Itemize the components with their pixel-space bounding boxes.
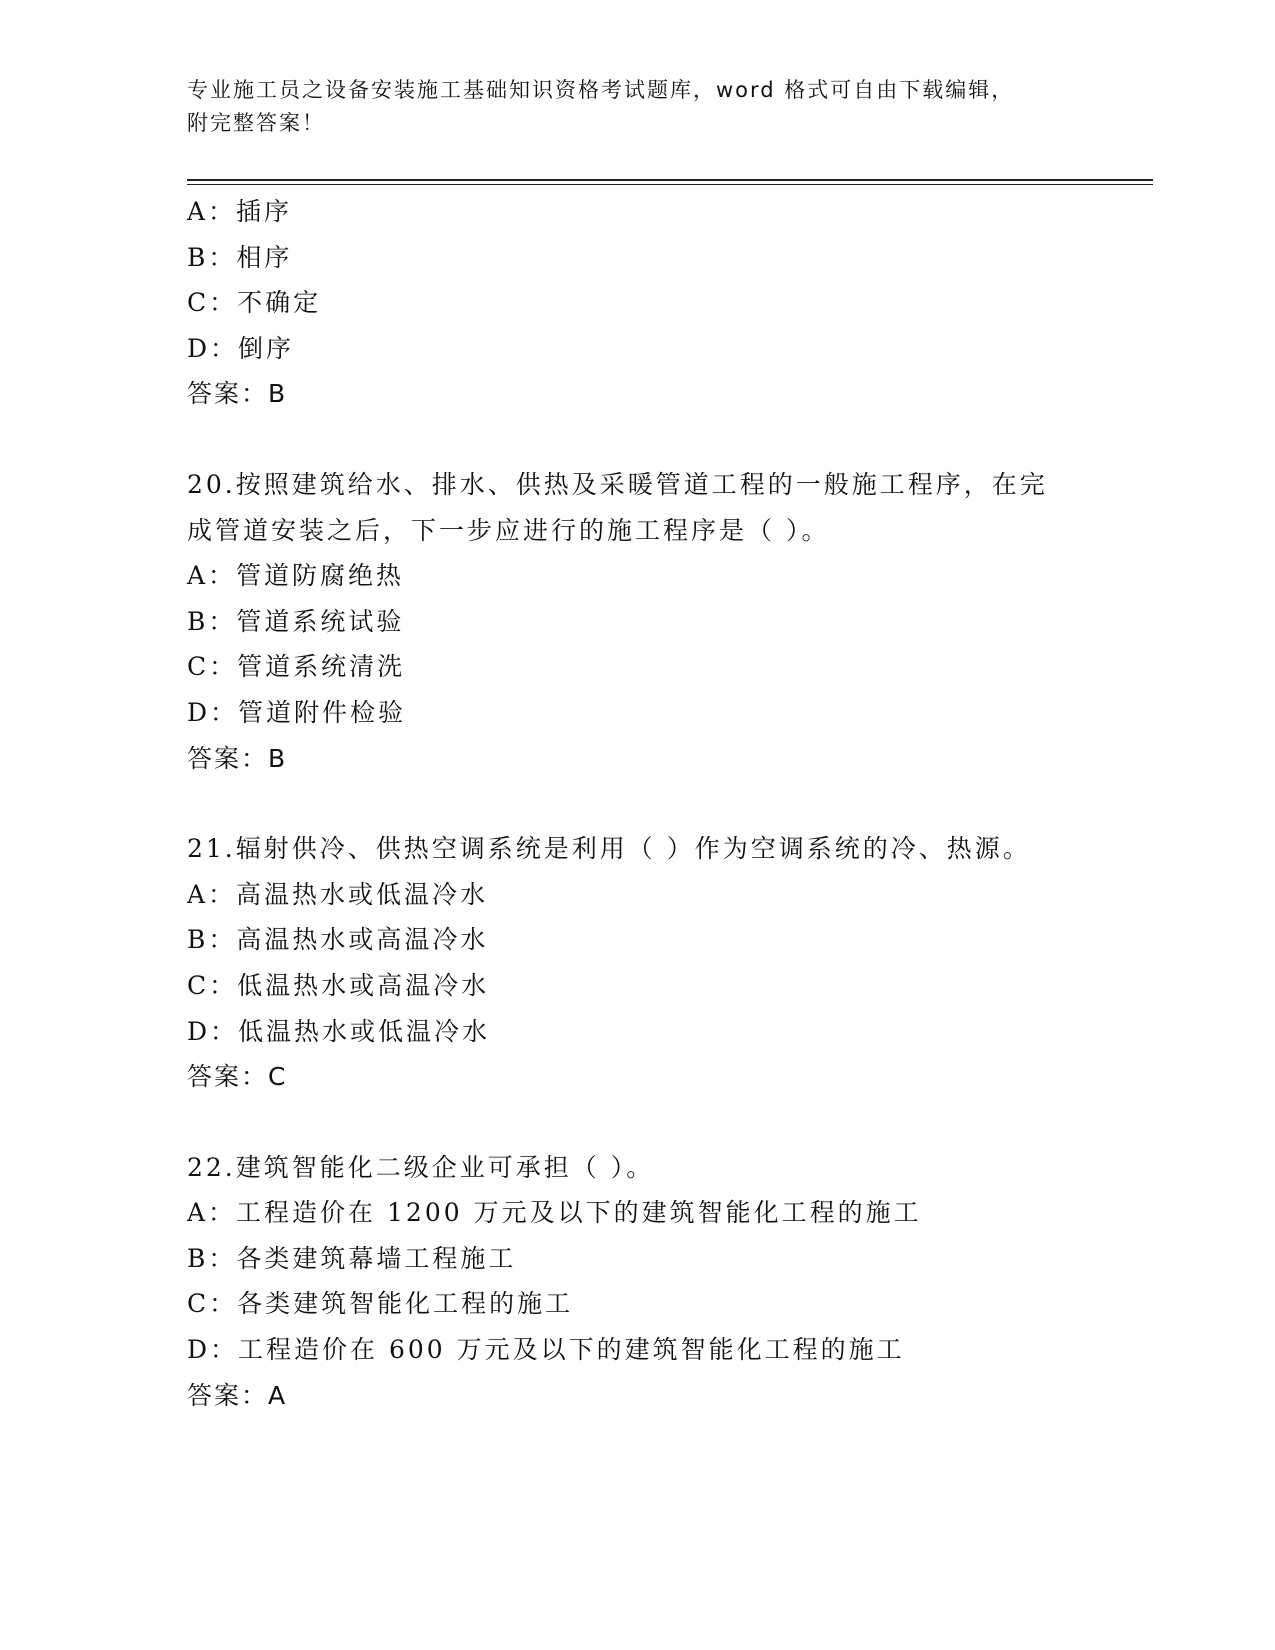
option-c: C：低温热水或高温冷水 <box>187 970 490 1000</box>
question-stem-line-1: 20.按照建筑给水、排水、供热及采暖管道工程的一般施工程序，在完 <box>187 469 1048 499</box>
option-c: C：各类建筑智能化工程的施工 <box>187 1289 574 1319</box>
question-20 <box>187 462 1087 781</box>
header-divider-thin <box>187 184 1153 185</box>
header-divider <box>187 179 1153 181</box>
option-b: B：管道系统试验 <box>187 606 405 636</box>
question-list <box>187 189 1087 1418</box>
option-b: B：高温热水或高温冷水 <box>187 925 489 955</box>
question-stem-line-2: 成管道安装之后，下一步应进行的施工程序是（ ）。 <box>187 515 830 545</box>
answer: 答案：C <box>187 1062 288 1092</box>
option-c: C：管道系统清洗 <box>187 652 406 682</box>
header-line-2: 附完整答案！ <box>187 111 325 135</box>
option-d: D：低温热水或低温冷水 <box>187 1016 491 1046</box>
question-22 <box>187 1145 1087 1419</box>
option-a: A：管道防腐绝热 <box>187 561 405 591</box>
question-stem: 22.建筑智能化二级企业可承担（ ）。 <box>187 1152 655 1182</box>
spacer <box>187 417 1087 462</box>
document-header <box>187 74 1067 140</box>
option-d: D：管道附件检验 <box>187 697 407 727</box>
option-d: D：工程造价在 600 万元及以下的建筑智能化工程的施工 <box>187 1335 905 1365</box>
option-a: A：高温热水或低温冷水 <box>187 879 489 909</box>
option-d: D：倒序 <box>187 333 295 363</box>
option-c: C：不确定 <box>187 288 322 318</box>
option-b: B：相序 <box>187 242 293 272</box>
spacer <box>187 781 1087 826</box>
option-a: A：工程造价在 1200 万元及以下的建筑智能化工程的施工 <box>187 1198 922 1228</box>
option-a: A：插序 <box>187 197 293 226</box>
option-b: B：各类建筑幕墙工程施工 <box>187 1243 517 1273</box>
question-21 <box>187 826 1087 1100</box>
header-line-1: 专业施工员之设备安装施工基础知识资格考试题库，word 格式可自由下载编辑， <box>187 78 1015 102</box>
answer: 答案：A <box>187 1380 288 1410</box>
answer: 答案：B <box>187 743 288 773</box>
spacer <box>187 1100 1087 1145</box>
question-stem: 21.辐射供冷、供热空调系统是利用（ ）作为空调系统的冷、热源。 <box>187 834 1031 864</box>
question-19 <box>187 189 1087 417</box>
answer: 答案：B <box>187 379 288 409</box>
